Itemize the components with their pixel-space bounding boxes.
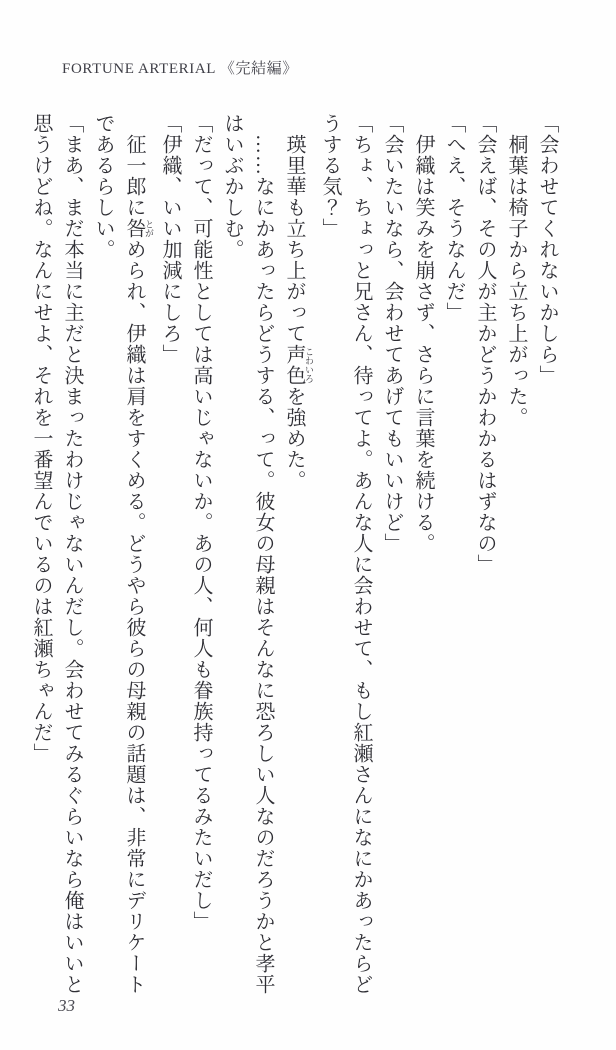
text-column: 伊織は笑みを崩さず、さらに言葉を続ける。 <box>412 113 434 554</box>
text-column: 「会いたいなら、会わせてあげてもいいけど」 <box>381 113 403 554</box>
text-column: 「ちょ、ちょっと兄さん、待ってよ。あんな人に会わせて、もし紅瀬さんになにかあったらど <box>350 113 372 995</box>
text-column: 「だって、可能性としては高いじゃないか。あの人、何人も眷族持ってるみたいだし」 <box>190 113 212 932</box>
text-column: 桐葉は椅子から立ち上がった。 <box>505 113 527 428</box>
text-column: 征一郎に咎 とがめられ、伊織は肩をすくめる。どうやら彼らの母親の話題は、非常にデリケート <box>123 113 154 995</box>
text-column: うする気？」 <box>319 113 341 239</box>
text-column: 「伊織、いい加減にしろ」 <box>159 113 181 365</box>
text-column: ……なにかあったらどうする、って。彼女の母親はそんなに恐ろしい人なのだろうかと孝平 <box>252 113 274 995</box>
text-column: 瑛里華も立ち上がって声色 こわいろを強めた。 <box>283 113 314 491</box>
text-column: 「会えば、その人が主かどうかわかるはずなの」 <box>474 113 496 575</box>
page-number: 33 <box>58 996 75 1015</box>
text-column: であるらしい。 <box>92 113 114 260</box>
text-column: はいぶかしむ。 <box>221 113 243 260</box>
text-column: 「へえ、そうなんだ」 <box>443 113 465 323</box>
text-columns <box>25 113 562 1001</box>
text-column: 思うけどね。なんにせよ、それを一番望んでいるのは紅瀬ちゃんだ」 <box>30 113 52 764</box>
running-header: FORTUNE ARTERIAL 《完結編》 <box>62 61 298 77</box>
text-column: 「会わせてくれないかしら」 <box>536 113 558 386</box>
text-column: 「まあ、まだ本当に主だと決まったわけじゃないんだし。会わせてみるぐらいなら俺はいいと <box>61 113 83 995</box>
